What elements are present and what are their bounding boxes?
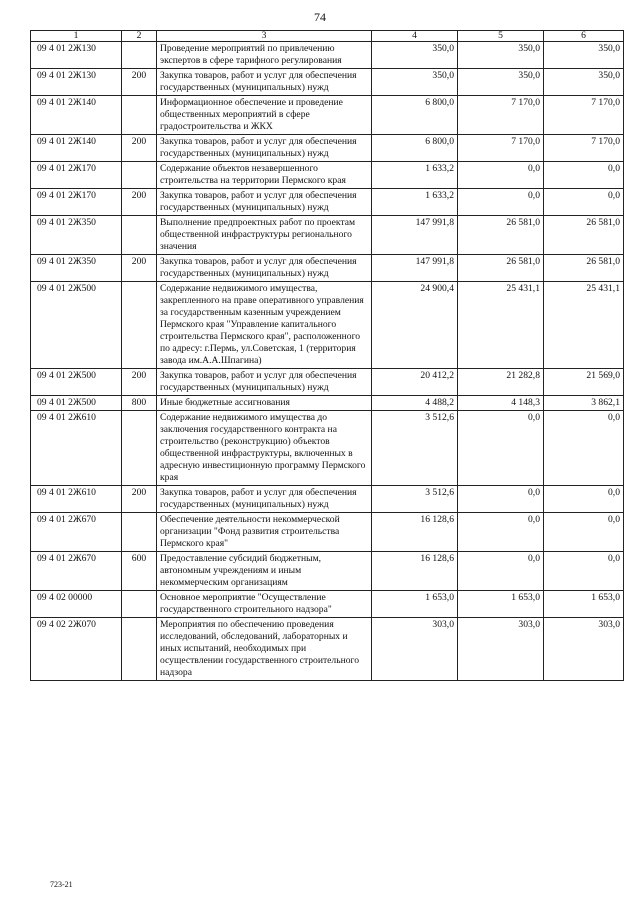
row-value-4-cell: 350,0 — [372, 42, 458, 69]
row-value-4-cell: 303,0 — [372, 618, 458, 681]
row-code-cell: 09 4 01 2Ж350 — [31, 255, 122, 282]
row-value-4-cell: 3 512,6 — [372, 411, 458, 486]
page-number: 74 — [314, 10, 326, 24]
row-name-cell: Мероприятия по обеспечению проведения исследований, обследований, лабораторных и иных испытаний, необходимых при осуществлении государственного строительного надзора — [157, 618, 372, 681]
row-value-6-cell: 3 862,1 — [544, 396, 624, 411]
table-row — [31, 591, 624, 618]
row-code-cell: 09 4 01 2Ж350 — [31, 216, 122, 255]
row-name-cell: Содержание объектов незавершенного строительства на территории Пермского края — [157, 162, 372, 189]
row-code-cell: 09 4 01 2Ж670 — [31, 552, 122, 591]
row-value-4-cell: 3 512,6 — [372, 486, 458, 513]
row-name-cell: Содержание недвижимого имущества, закрепленного на праве оперативного управления за государственным казенным учреждением Пермского края "Управление капитального строительства Пермского края", расположенного по адресу: г.Пермь, ул.Советская, 1 (территория завода им.А.А.Шпагина) — [157, 282, 372, 369]
row-value-6-cell: 0,0 — [544, 486, 624, 513]
row-value-5-cell: 0,0 — [458, 486, 544, 513]
row-code-cell: 09 4 01 2Ж610 — [31, 486, 122, 513]
row-expense-type-cell — [122, 42, 157, 69]
row-value-6-cell: 25 431,1 — [544, 282, 624, 369]
row-code-cell: 09 4 01 2Ж500 — [31, 282, 122, 369]
table-row — [31, 282, 624, 369]
table-row — [31, 396, 624, 411]
row-expense-type-cell: 600 — [122, 552, 157, 591]
table-row — [31, 513, 624, 552]
row-code-cell: 09 4 01 2Ж130 — [31, 42, 122, 69]
row-value-6-cell: 1 653,0 — [544, 591, 624, 618]
row-value-6-cell: 0,0 — [544, 552, 624, 591]
row-name-cell: Закупка товаров, работ и услуг для обеспечения государственных (муниципальных) нужд — [157, 135, 372, 162]
row-name-cell: Закупка товаров, работ и услуг для обеспечения государственных (муниципальных) нужд — [157, 369, 372, 396]
row-value-4-cell: 6 800,0 — [372, 96, 458, 135]
row-value-5-cell: 0,0 — [458, 189, 544, 216]
table-row — [31, 69, 624, 96]
row-code-cell: 09 4 01 2Ж670 — [31, 513, 122, 552]
row-expense-type-cell — [122, 162, 157, 189]
row-expense-type-cell: 800 — [122, 396, 157, 411]
row-value-4-cell: 20 412,2 — [372, 369, 458, 396]
row-value-4-cell: 1 653,0 — [372, 591, 458, 618]
row-name-cell: Предоставление субсидий бюджетным, автономным учреждениям и иным некоммерческим организациям — [157, 552, 372, 591]
row-code-cell: 09 4 01 2Ж170 — [31, 189, 122, 216]
row-value-6-cell: 26 581,0 — [544, 255, 624, 282]
row-value-6-cell: 7 170,0 — [544, 96, 624, 135]
row-value-6-cell: 303,0 — [544, 618, 624, 681]
row-name-cell: Основное мероприятие "Осуществление государственного строительного надзора" — [157, 591, 372, 618]
table-row — [31, 216, 624, 255]
row-value-5-cell: 1 653,0 — [458, 591, 544, 618]
row-expense-type-cell: 200 — [122, 369, 157, 396]
row-value-4-cell: 1 633,2 — [372, 162, 458, 189]
row-value-5-cell: 350,0 — [458, 69, 544, 96]
row-value-6-cell: 0,0 — [544, 162, 624, 189]
row-value-4-cell: 350,0 — [372, 69, 458, 96]
row-value-5-cell: 26 581,0 — [458, 216, 544, 255]
table-row — [31, 42, 624, 69]
row-value-6-cell: 7 170,0 — [544, 135, 624, 162]
row-value-5-cell: 350,0 — [458, 42, 544, 69]
row-name-cell: Закупка товаров, работ и услуг для обеспечения государственных (муниципальных) нужд — [157, 255, 372, 282]
row-expense-type-cell: 200 — [122, 135, 157, 162]
row-expense-type-cell: 200 — [122, 69, 157, 96]
document-code: 723-21 — [50, 880, 73, 889]
row-name-cell: Закупка товаров, работ и услуг для обеспечения государственных (муниципальных) нужд — [157, 486, 372, 513]
table-row — [31, 411, 624, 486]
row-name-cell: Информационное обеспечение и проведение общественных мероприятий в сфере градостроительства и ЖКХ — [157, 96, 372, 135]
row-expense-type-cell — [122, 618, 157, 681]
row-code-cell: 09 4 01 2Ж140 — [31, 96, 122, 135]
row-expense-type-cell: 200 — [122, 189, 157, 216]
table-row — [31, 96, 624, 135]
row-value-6-cell: 21 569,0 — [544, 369, 624, 396]
table-row — [31, 255, 624, 282]
row-code-cell: 09 4 02 00000 — [31, 591, 122, 618]
row-value-6-cell: 350,0 — [544, 42, 624, 69]
row-code-cell: 09 4 01 2Ж130 — [31, 69, 122, 96]
row-value-5-cell: 0,0 — [458, 513, 544, 552]
row-value-5-cell: 0,0 — [458, 552, 544, 591]
column-header-name: 3 — [157, 31, 372, 42]
row-value-4-cell: 24 900,4 — [372, 282, 458, 369]
row-code-cell: 09 4 01 2Ж170 — [31, 162, 122, 189]
column-header-value-6: 6 — [544, 31, 624, 42]
row-value-4-cell: 16 128,6 — [372, 513, 458, 552]
header-row — [31, 31, 624, 42]
row-name-cell: Иные бюджетные ассигнования — [157, 396, 372, 411]
row-expense-type-cell — [122, 96, 157, 135]
row-value-5-cell: 25 431,1 — [458, 282, 544, 369]
row-value-4-cell: 147 991,8 — [372, 216, 458, 255]
row-expense-type-cell — [122, 411, 157, 486]
row-value-6-cell: 0,0 — [544, 189, 624, 216]
column-header-code: 1 — [31, 31, 122, 42]
row-value-4-cell: 6 800,0 — [372, 135, 458, 162]
row-value-6-cell: 0,0 — [544, 513, 624, 552]
table-row — [31, 618, 624, 681]
budget-table — [30, 30, 624, 681]
table-body — [31, 42, 624, 681]
row-value-5-cell: 26 581,0 — [458, 255, 544, 282]
table-row — [31, 189, 624, 216]
column-header-value-5: 5 — [458, 31, 544, 42]
row-value-4-cell: 16 128,6 — [372, 552, 458, 591]
row-value-4-cell: 1 633,2 — [372, 189, 458, 216]
row-value-6-cell: 26 581,0 — [544, 216, 624, 255]
row-name-cell: Закупка товаров, работ и услуг для обеспечения государственных (муниципальных) нужд — [157, 69, 372, 96]
column-header-type: 2 — [122, 31, 157, 42]
row-name-cell: Проведение мероприятий по привлечению экспертов в сфере тарифного регулирования — [157, 42, 372, 69]
row-value-4-cell: 147 991,8 — [372, 255, 458, 282]
row-value-4-cell: 4 488,2 — [372, 396, 458, 411]
row-expense-type-cell: 200 — [122, 486, 157, 513]
table-row — [31, 135, 624, 162]
row-code-cell: 09 4 01 2Ж610 — [31, 411, 122, 486]
row-code-cell: 09 4 01 2Ж500 — [31, 396, 122, 411]
column-header-value-4: 4 — [372, 31, 458, 42]
row-value-6-cell: 0,0 — [544, 411, 624, 486]
table-row — [31, 369, 624, 396]
row-code-cell: 09 4 02 2Ж070 — [31, 618, 122, 681]
row-value-5-cell: 4 148,3 — [458, 396, 544, 411]
row-expense-type-cell — [122, 513, 157, 552]
row-name-cell: Выполнение предпроектных работ по проектам общественной инфраструктуры регионального значения — [157, 216, 372, 255]
row-value-6-cell: 350,0 — [544, 69, 624, 96]
row-name-cell: Закупка товаров, работ и услуг для обеспечения государственных (муниципальных) нужд — [157, 189, 372, 216]
row-code-cell: 09 4 01 2Ж500 — [31, 369, 122, 396]
row-expense-type-cell — [122, 216, 157, 255]
row-name-cell: Обеспечение деятельности некоммерческой организации "Фонд развития строительства Пермского края" — [157, 513, 372, 552]
table-row — [31, 552, 624, 591]
row-expense-type-cell — [122, 591, 157, 618]
row-value-5-cell: 7 170,0 — [458, 96, 544, 135]
row-value-5-cell: 21 282,8 — [458, 369, 544, 396]
row-value-5-cell: 303,0 — [458, 618, 544, 681]
row-expense-type-cell: 200 — [122, 255, 157, 282]
row-value-5-cell: 0,0 — [458, 411, 544, 486]
row-name-cell: Содержание недвижимого имущества до заключения государственного контракта на строительство (реконструкцию) объектов общественной инфраструктуры, включенных в адресную инвестиционную программу Пермского края — [157, 411, 372, 486]
table-row — [31, 162, 624, 189]
row-expense-type-cell — [122, 282, 157, 369]
row-value-5-cell: 7 170,0 — [458, 135, 544, 162]
row-code-cell: 09 4 01 2Ж140 — [31, 135, 122, 162]
table-row — [31, 486, 624, 513]
row-value-5-cell: 0,0 — [458, 162, 544, 189]
